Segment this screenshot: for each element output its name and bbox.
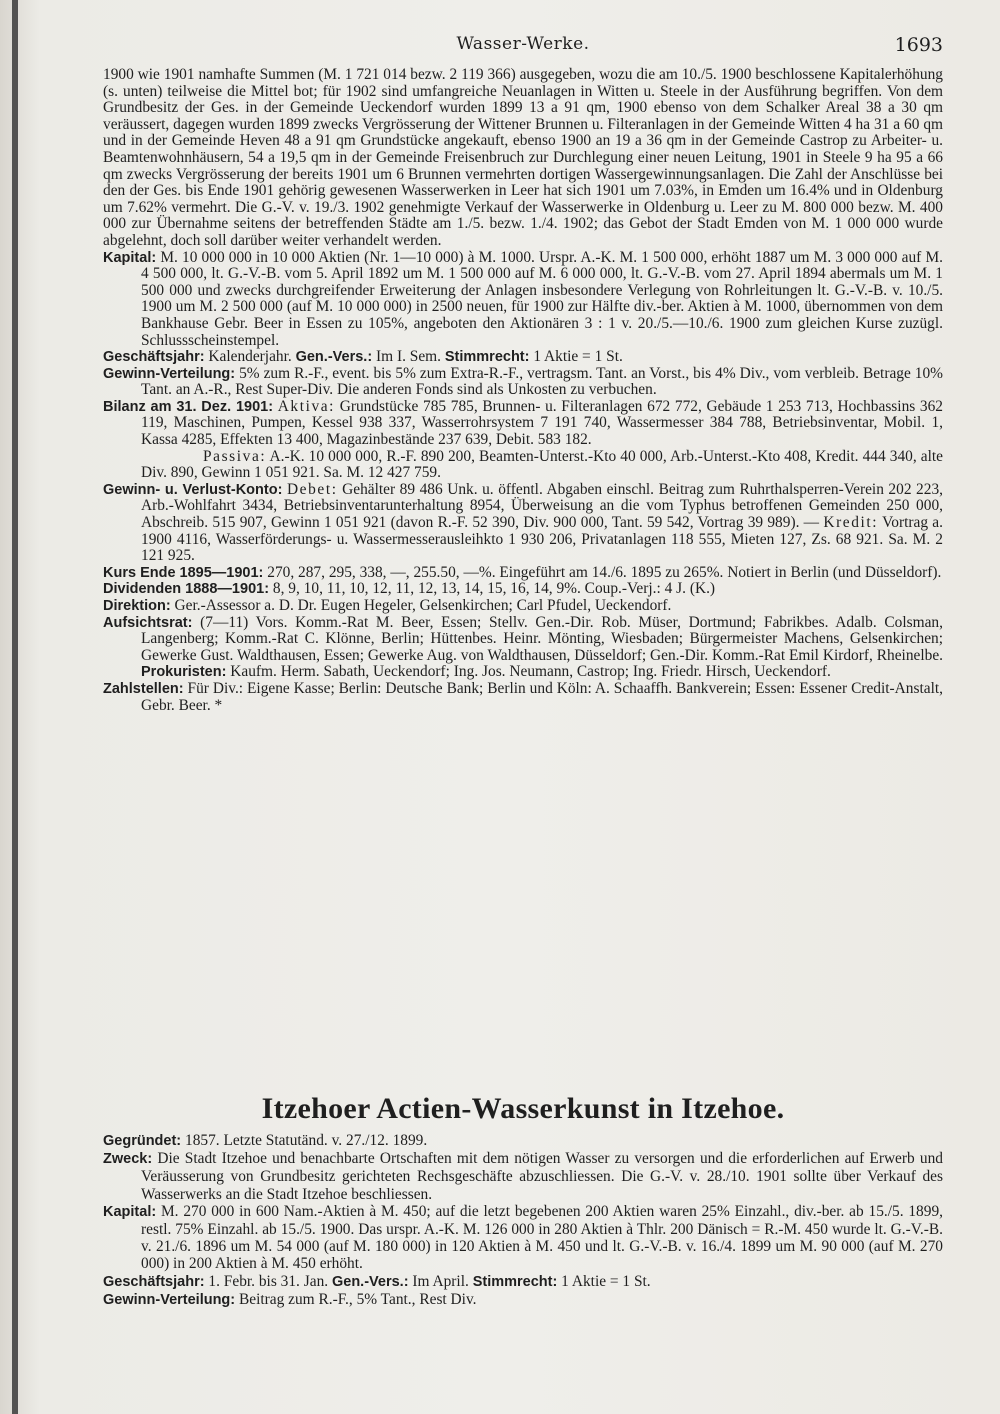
- geschaeftsjahr-text: Kalenderjahr.: [208, 348, 292, 366]
- gewinnverteilung2-text: Beitrag zum R.-F., 5% Tant., Rest Div.: [238, 1290, 477, 1308]
- page-number: 1693: [894, 34, 943, 56]
- kurs-entry: [103, 565, 943, 582]
- geschaeftsjahr2-text: 1. Febr. bis 31. Jan.: [208, 1272, 329, 1290]
- zweck-label: Zweck:: [103, 1151, 153, 1168]
- zahlstellen-text: Für Div.: Eigene Kasse; Berlin: Deutsche Bank; Berlin und Köln: A. Schaaffh. Bankverein; Essen: Essener Credit-Anstalt, Gebr. Beer. *: [141, 679, 943, 714]
- gewinnverteilung2-label: Gewinn-Verteilung:: [103, 1291, 236, 1308]
- guv-label: Gewinn- u. Verlust-Konto:: [103, 481, 283, 498]
- aufsichtsrat-label: Aufsichtsrat:: [103, 614, 193, 631]
- zahlstellen-entry: [103, 681, 943, 714]
- passiva-text: A.-K. 10 000 000, R.-F. 890 200, Beamten-Unterst.-Kto 40 000, Arb.-Unterst.-Kto 408, Kredit. 444 340, alte Div. 890, Gewinn 1 051 921. Sa. M. 12 427 759.: [141, 447, 944, 482]
- gewinnverteilung-entry: [103, 366, 943, 399]
- company-title: Itzehoer Actien-Wasserkunst in Itzehoe.: [261, 1092, 785, 1125]
- kapital-label: Kapital:: [103, 249, 157, 266]
- gegruendet-text: 1857. Letzte Statutänd. v. 27./12. 1899.: [185, 1132, 428, 1149]
- gewinnverteilung-text: 5% zum R.-F., event. bis 5% zum Extra-R.-F., vertragsm. Tant. an Vorst., bis 4% Div., vom verbleib. Betrage 10% Tant. an A.-R., Rest Super-Div. Die anderen Fonds sind als Unkosten zu verbuchen.: [141, 364, 943, 399]
- genvers-text: Im I. Sem.: [376, 348, 441, 366]
- aufsichtsrat-entry: [103, 615, 943, 681]
- zahlstellen-label: Zahlstellen:: [103, 680, 184, 697]
- running-title: Wasser-Werke.: [456, 34, 590, 54]
- geschaeftsjahr2-entry: [103, 1273, 943, 1291]
- intro-paragraph: 1900 wie 1901 namhafte Summen (M. 1 721 014 bezw. 2 119 366) ausgegeben, wozu die am 10./5. 1900 beschlossene Kapitalerhöhung (s. unten) teilweise die Mittel bot; für 1902 sind umfangreiche Neuanlagen in Witten u. Steele in der Ausführung begriffen. Von dem Grundbesitz der Ges. in der Gemeinde Ueckendorf wurden 1899 13 a 91 qm, 1900 ebenso von dem Schalker Areal 38 a 30 qm veräussert, dagegen wurden 1899 zwecks Vergrösserung der Wittener Brunnen u. Filteranlagen in der Gemeinde Witten 4 ha 31 a 60 qm und in der Gemeinde Heven 48 a 91 qm Grundstücke angekauft, ebenso 1900 an 19 a 36 qm in der Gemeinde Castrop zu Arbeiter- u. Beamtenwohnhäusern, 54 a 19,5 qm in der Gemeinde Freisenbruch zur Durchlegung einer neuen Leitung, 1901 in Steele 9 ha 95 a 66 qm zwecks Vergrösserung der bereits 1901 um 6 Brunnen vermehrten dortigen Wassergewinnungsanlagen. Die Zahl der Anschlüsse bei den der Ges. bis Ende 1901 gehörig gewesenen Wasserwerken in Leer hat sich 1901 um 7.03%, in Emden um 16.4% und in Oldenburg um 7.62% vermehrt. Die G.-V. v. 19./3. 1902 genehmigte Verkauf der Wasserwerke in Oldenburg u. Leer zu M. 800 000 bezw. M. 400 000 zur Übernahme seitens der betreffenden Städte am 1./5. bezw. 1./4. 1902; das Gebot der Stadt Emden von M. 1 000 000 wurde abgelehnt, doch soll darüber weiter verhandelt werden.: [103, 66, 943, 249]
- gewinnverteilung2-entry: [103, 1291, 943, 1309]
- stimmrecht-label: Stimmrecht:: [444, 349, 530, 366]
- aktiva-text: Grundstücke 785 785, Brunnen- u. Filteranlagen 672 772, Gebäude 1 253 713, Hochbassins 362 119, Maschinen, Pumpen, Kessel 938 337, Wasserrohrsystem 7 191 740, Wassermesser 384 788, Betriebsinventar, Mobil. 1, Kassa 4285, Effekten 13 400, Magazinbestände 237 639, Debit. 583 182.: [141, 397, 943, 449]
- page-header: [103, 34, 943, 60]
- bilanz-passiva-entry: [103, 449, 943, 482]
- kurs-label: Kurs Ende 1895—1901:: [103, 564, 264, 581]
- stimmrecht2-label: Stimmrecht:: [472, 1273, 558, 1290]
- geschaeftsjahr-label: Geschäftsjahr:: [103, 349, 205, 366]
- kapital2-text: M. 270 000 in 600 Nam.-Aktien à M. 450; auf die letzt begebenen 200 Aktien waren 25% Einzahl., div.-ber. ab 15./5. 1899, restl. 75% Einzahl. ab 15./5. 1900. Das urspr. A.-K. M. 126 000 in 280 Aktien à Thlr. 200 Dänisch = R.-M. 450 wurde lt. G.-V.-B. v. 21./6. 1896 um M. 54 000 (auf M. 180 000) in 120 Aktien à M. 450 und lt. G.-V.-B. v. 16./4. 1899 um M. 90 000 (auf M. 270 000) in 200 Aktien à M. 450 erhöht.: [141, 1202, 943, 1273]
- debet-word: Debet:: [286, 480, 338, 498]
- aufsichtsrat-text: (7—11) Vors. Komm.-Rat M. Beer, Essen; Stellv. Gen.-Dir. Rob. Müser, Dortmund; Fabrikbes. Adalb. Colsman, Langenberg; Komm.-Rat C. Klönne, Berlin; Hüttenbes. Heinr. Mönting, Wiesbaden; Bürgermeister Machens, Gelsenkirchen; Gewerke Gust. Waldthausen, Essen; Gewerke Aug. von Waldthausen, Düsseldorf; Gen.-Dir. Komm.-Rat Emil Kirdorf, Rheinelbe.: [141, 613, 943, 664]
- kurs-text: 270, 287, 295, 338, —, 255.50, —%. Eingeführt am 14./6. 1895 zu 265%. Notiert in Berlin (und Düsseldorf).: [267, 563, 942, 581]
- direktion-text: Ger.-Assessor a. D. Dr. Eugen Hegeler, Gelsenkirchen; Carl Pfudel, Ueckendorf.: [174, 597, 672, 614]
- geschaeftsjahr-entry: [103, 349, 943, 366]
- zweck-text: Die Stadt Itzehoe und benachbarte Ortschaften mit dem nötigen Wasser zu versorgen und die erforderlichen auf Erwerb und Veräusserung von Grundbesitz gerichteten Rechsgeschäfte abzuschliessen. Die G.-V. v. 28./10. 1901 sollte über Verkauf des Wasserwerks an die Stadt Itzehoe beschliessen.: [141, 1150, 943, 1203]
- direktion-entry: [103, 598, 943, 615]
- gewinnverteilung-label: Gewinn-Verteilung:: [103, 365, 236, 382]
- kapital2-label: Kapital:: [103, 1203, 157, 1220]
- aktiva-word: Aktiva:: [277, 397, 336, 415]
- debet-text: Gehälter 89 486 Unk. u. öffentl. Abgaben einschl. Beitrag zum Ruhrthalsperren-Verein 202 223, Arb.-Wohlfahrt 3434, Betriebsinventarunterhaltung 8954, Überweisung an die vom Typhus betroffenen Gemeinden 250 000, Abschreib. 515 907, Gewinn 1 051 921 (davon R.-F. 52 390, Div. 900 000, Tant. 59 542, Vortrag 39 989). —: [141, 480, 943, 532]
- gegruendet-entry: [103, 1132, 943, 1150]
- genvers-label: Gen.-Vers.:: [295, 349, 373, 366]
- guv-entry: [103, 482, 943, 565]
- dividenden-label: Dividenden 1888—1901:: [103, 581, 270, 598]
- zweck-entry: [103, 1150, 943, 1203]
- kapital2-entry: [103, 1203, 943, 1273]
- dividenden-entry: [103, 581, 943, 598]
- kredit-word: Kredit:: [823, 514, 879, 532]
- section-itzehoe: [103, 1132, 943, 1309]
- geschaeftsjahr2-label: Geschäftsjahr:: [103, 1273, 205, 1290]
- bilanz-label: Bilanz am 31. Dez. 1901:: [103, 398, 274, 415]
- section-wasserwerke: [103, 67, 943, 714]
- genvers2-label: Gen.-Vers.:: [331, 1273, 409, 1290]
- kapital-entry: [103, 250, 943, 350]
- bilanz-aktiva-entry: [103, 399, 943, 449]
- binding-shadow: [12, 0, 18, 1414]
- kredit-text: Vortrag a. 1900 4116, Wasserförderungs- u. Wassermesserausleihkto 1 930 206, Privatanlagen 118 555, Mieten 127, Zs. 68 921. Sa. M. 2 121 925.: [141, 514, 943, 565]
- stimmrecht2-text: 1 Aktie = 1 St.: [561, 1272, 651, 1290]
- kapital-text: M. 10 000 000 in 10 000 Aktien (Nr. 1—10 000) à M. 1000. Urspr. A.-K. M. 1 500 000, erhöht 1887 um M. 3 000 000 auf M. 4 500 000, lt. G.-V.-B. vom 5. April 1892 um M. 1 500 000 auf M. 6 000 000, lt. G.-V.-B. vom 27. April 1894 abermals um M. 1 500 000 und zwecks durchgreifender Erweiterung der Anlagen insbesondere Verlegung von Rohrleitungen lt. G.-V.-B. v. 10./5. 1900 um M. 2 500 000 (auf M. 10 000 000) in 2500 neuen, für 1900 zur Hälfte div.-ber. Aktien à M. 1000, übernommen von dem Bankhause Gebr. Beer in Essen zu 105%, angeboten den Aktionären 3 : 1 v. 20./5.—10./6. 1900 zum gleichen Kurse zuzügl. Schlussscheinstempel.: [141, 248, 943, 349]
- genvers2-text: Im April.: [412, 1272, 469, 1290]
- gegruendet-label: Gegründet:: [103, 1133, 182, 1149]
- dividenden-text: 8, 9, 10, 11, 10, 12, 11, 12, 13, 14, 15, 16, 14, 9%. Coup.-Verj.: 4 J. (K.): [272, 580, 716, 598]
- prokuristen-label: Prokuristen:: [141, 664, 227, 681]
- stimmrecht-text: 1 Aktie = 1 St.: [533, 348, 623, 366]
- prokuristen-text: Kaufm. Herm. Sabath, Ueckendorf; Ing. Jos. Neumann, Castrop; Ing. Friedr. Hirsch, Ueckendorf.: [230, 663, 831, 681]
- passiva-word: Passiva:: [203, 447, 267, 465]
- direktion-label: Direktion:: [103, 598, 171, 614]
